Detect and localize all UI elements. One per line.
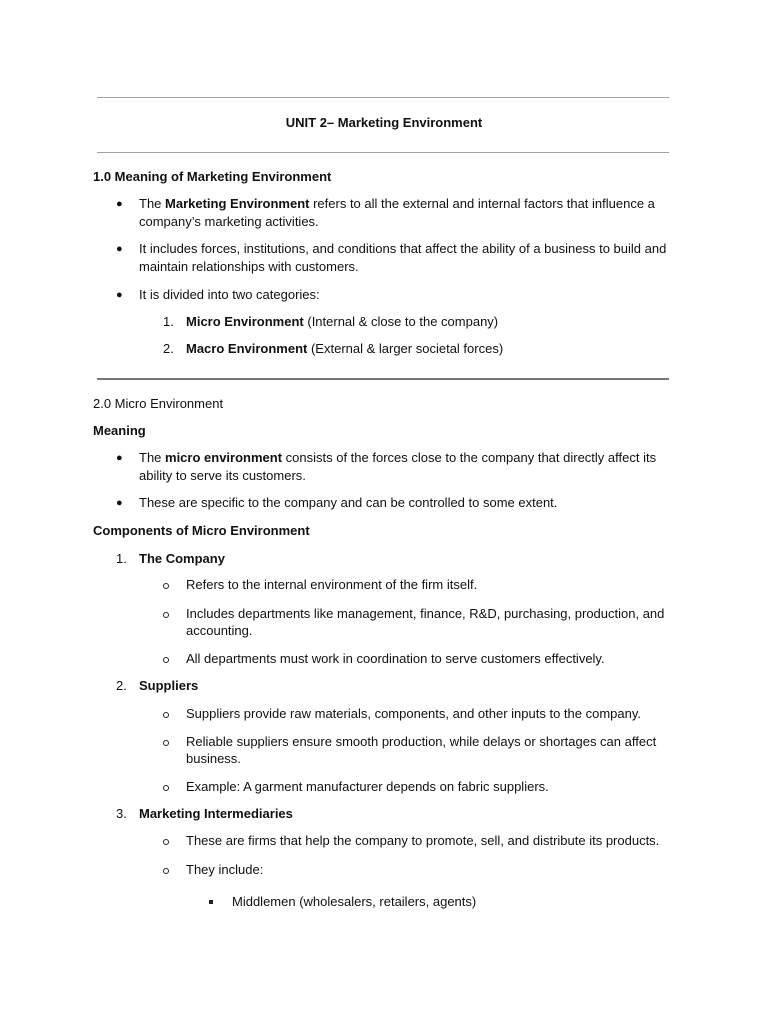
component-2-item-1: Suppliers provide raw materials, components, and other inputs to the company. [186, 706, 641, 721]
s1-bullet-3: It is divided into two categories: [139, 287, 320, 302]
component-3-sub-item-1: Middlemen (wholesalers, retailers, agents) [232, 894, 477, 909]
circle-bullet-icon [163, 583, 169, 589]
component-1-title: The Company [139, 551, 225, 566]
section-2-heading: 2.0 Micro Environment [93, 396, 224, 411]
section-divider [97, 378, 669, 380]
square-bullet-icon [209, 900, 213, 904]
section-1-heading: 1.0 Meaning of Marketing Environment [93, 169, 332, 184]
component-2-item-3: Example: A garment manufacturer depends on fabric suppliers. [186, 779, 549, 794]
component-2-number: 2. [116, 678, 127, 693]
bullet-icon: ● [116, 497, 123, 509]
s2-bullet-1-line-1: The micro environment consists of the forces close to the company that directly affect its [139, 450, 657, 465]
title-rule [97, 152, 669, 153]
bullet-icon: ● [116, 243, 123, 255]
s2-bullet-2: These are specific to the company and can be controlled to some extent. [139, 495, 558, 510]
s1-bullet-2-line-2: maintain relationships with customers. [139, 259, 359, 274]
s1-bullet-1-line-1: The Marketing Environment refers to all the external and internal factors that influence a [139, 196, 655, 211]
component-1-number: 1. [116, 551, 127, 566]
component-2-item-2-line-1: Reliable suppliers ensure smooth production, while delays or shortages can affect [186, 734, 657, 749]
component-1-item-3: All departments must work in coordination to serve customers effectively. [186, 651, 605, 666]
component-3-number: 3. [116, 806, 127, 821]
category-1-text: Micro Environment (Internal & close to the company) [186, 314, 499, 329]
circle-bullet-icon [163, 712, 169, 718]
component-3-item-1: These are firms that help the company to promote, sell, and distribute its products. [186, 833, 660, 848]
circle-bullet-icon [163, 839, 169, 845]
circle-bullet-icon [163, 740, 169, 746]
s1-bullet-2-line-1: It includes forces, institutions, and conditions that affect the ability of a business to build and [139, 241, 667, 256]
category-2-text: Macro Environment (External & larger societal forces) [186, 341, 504, 356]
component-3-item-2: They include: [186, 862, 264, 877]
circle-bullet-icon [163, 657, 169, 663]
category-2-number: 2. [163, 341, 174, 356]
category-1-number: 1. [163, 314, 174, 329]
bullet-icon: ● [116, 289, 123, 301]
component-1-item-2-line-1: Includes departments like management, finance, R&D, purchasing, production, and [186, 606, 665, 621]
circle-bullet-icon [163, 612, 169, 618]
bullet-icon: ● [116, 452, 123, 464]
component-3-title: Marketing Intermediaries [139, 806, 293, 821]
component-2-item-2-line-2: business. [186, 751, 241, 766]
meaning-heading: Meaning [93, 423, 146, 438]
components-heading: Components of Micro Environment [93, 523, 310, 538]
component-1-item-1: Refers to the internal environment of the firm itself. [186, 577, 478, 592]
page-title: UNIT 2– Marketing Environment [285, 115, 483, 130]
circle-bullet-icon [163, 868, 169, 874]
top-rule [97, 97, 669, 98]
component-1-item-2-line-2: accounting. [186, 623, 253, 638]
component-2-title: Suppliers [139, 678, 199, 693]
s1-bullet-1-line-2: company’s marketing activities. [139, 214, 319, 229]
s2-bullet-1-line-2: ability to serve its customers. [139, 468, 306, 483]
circle-bullet-icon [163, 785, 169, 791]
bullet-icon: ● [116, 198, 123, 210]
